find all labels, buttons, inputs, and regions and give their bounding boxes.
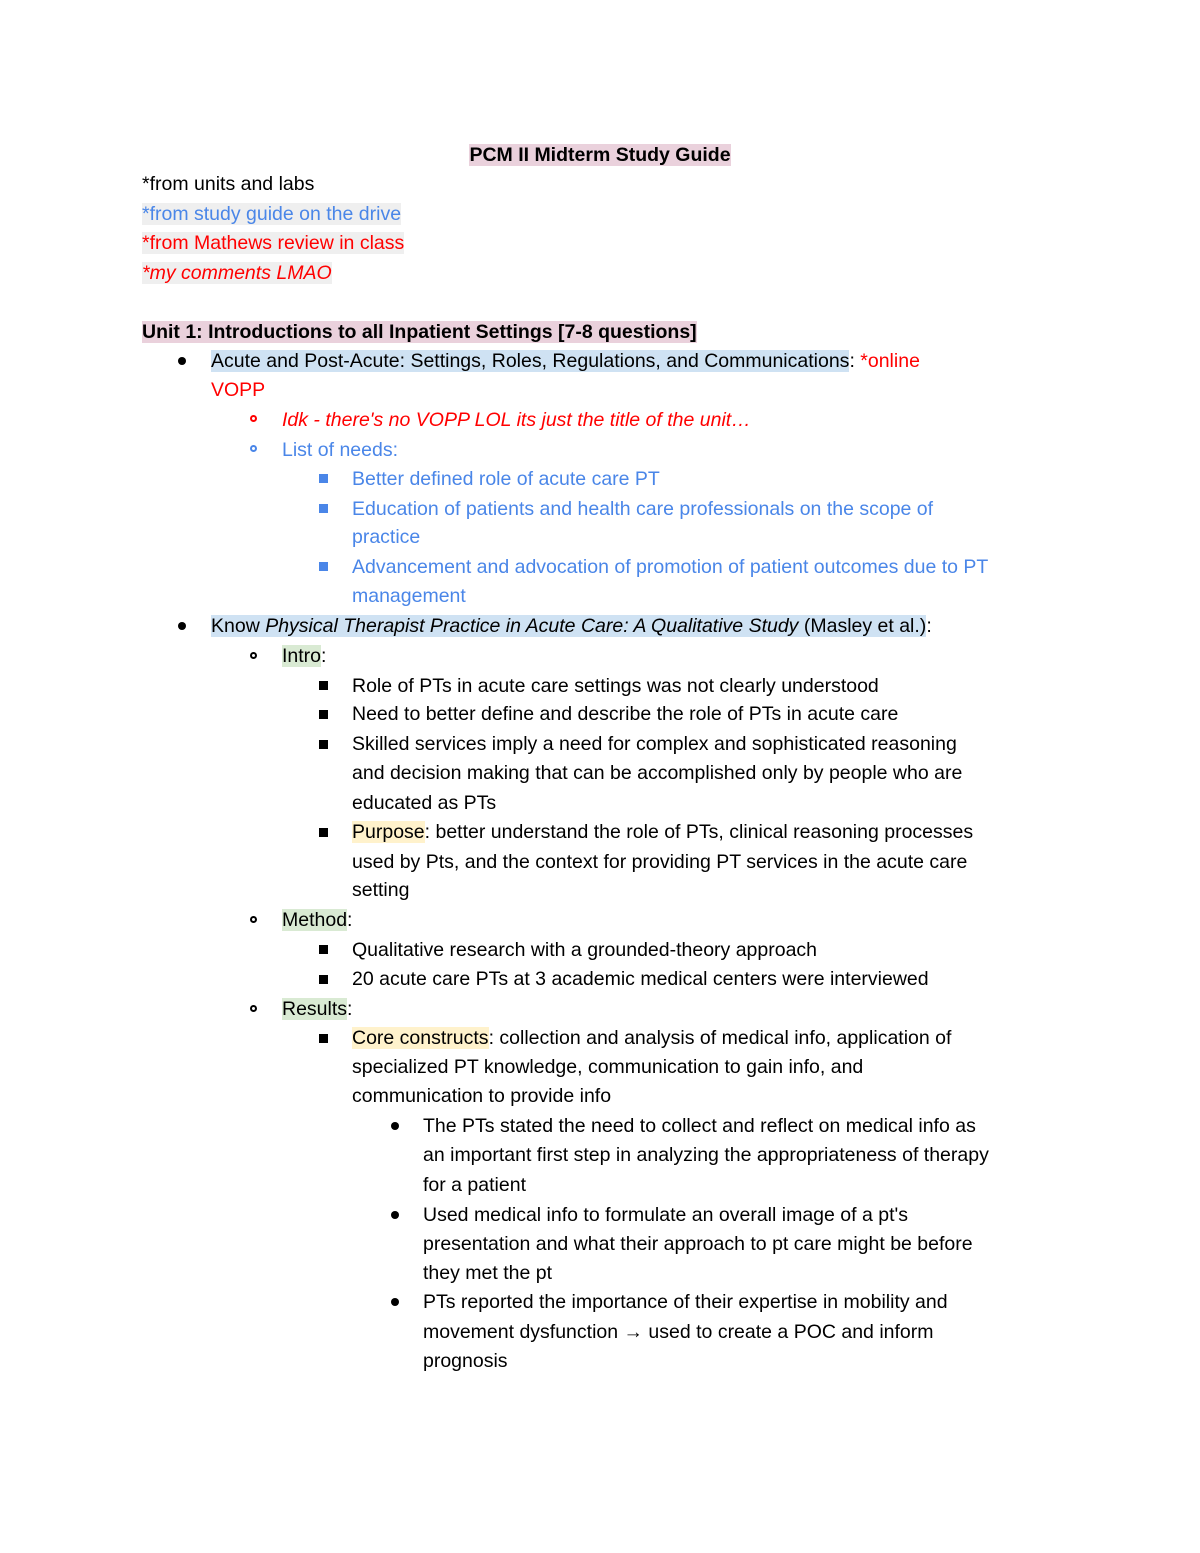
bullet-square	[319, 710, 328, 719]
study-title: Physical Therapist Practice in Acute Care: A Qualitative Study	[265, 615, 799, 637]
comment-vopp: Idk - there's no VOPP LOL its just the title of the unit…	[282, 409, 751, 431]
bullet-circle	[250, 415, 257, 422]
need-item-cont: practice	[352, 526, 421, 548]
need-item-cont: management	[352, 585, 466, 607]
result-detail-cont: they met the pt	[423, 1262, 552, 1284]
bullet-circle	[250, 1005, 257, 1012]
legend-study-guide: *from study guide on the drive	[142, 203, 402, 225]
bullet-square	[319, 1034, 328, 1043]
result-detail: Used medical info to formulate an overall image of a pt's	[423, 1204, 908, 1226]
topic-acute-post-acute-cont: VOPP	[211, 379, 266, 401]
intro-item: Need to better define and describe the role of PTs in acute care	[352, 703, 899, 725]
need-item: Advancement and advocation of promotion of patient outcomes due to PT	[352, 556, 989, 578]
bullet-circle	[250, 445, 257, 452]
intro-item-cont: and decision making that can be accomplished only by people who are	[352, 762, 963, 784]
intro-item: Role of PTs in acute care settings was not clearly understood	[352, 675, 879, 697]
result-detail-cont: prognosis	[423, 1350, 508, 1372]
bullet-square	[319, 740, 328, 749]
bullet-circle	[250, 652, 257, 659]
bullet-square	[319, 975, 328, 984]
bullet-disc	[178, 622, 186, 630]
bullet-square	[319, 474, 328, 483]
intro-item: Skilled services imply a need for complex and sophisticated reasoning	[352, 733, 957, 755]
bullet-square	[319, 681, 328, 690]
topic-acute-post-acute: Acute and Post-Acute: Settings, Roles, Regulations, and Communications: *online	[211, 350, 920, 372]
bullet-disc	[391, 1122, 399, 1130]
result-detail: The PTs stated the need to collect and reflect on medical info as	[423, 1115, 976, 1137]
needs-label: List of needs:	[282, 439, 398, 461]
results-label: Results:	[282, 998, 353, 1020]
bullet-square	[319, 562, 328, 571]
result-detail-cont: movement dysfunction → used to create a POC and inform	[423, 1321, 934, 1343]
title-row	[0, 142, 1200, 168]
bullet-circle	[250, 916, 257, 923]
purpose-item-cont: used by Pts, and the context for providing PT services in the acute care	[352, 851, 968, 873]
intro-item-cont: educated as PTs	[352, 792, 497, 814]
method-item: 20 acute care PTs at 3 academic medical centers were interviewed	[352, 968, 929, 990]
legend-mathews: *from Mathews review in class	[142, 232, 405, 254]
legend-comments: *my comments LMAO	[142, 262, 332, 284]
legend-units-labs: *from units and labs	[142, 173, 315, 195]
method-item: Qualitative research with a grounded-theory approach	[352, 939, 818, 961]
results-item-cont: communication to provide info	[352, 1085, 612, 1107]
results-item: Core constructs: collection and analysis of medical info, application of	[352, 1027, 952, 1049]
page-title: PCM II Midterm Study Guide	[469, 144, 731, 166]
result-detail-cont: presentation and what their approach to pt care might be before	[423, 1233, 973, 1255]
bullet-square	[319, 828, 328, 837]
topic-masley-study: Know Physical Therapist Practice in Acute Care: A Qualitative Study (Masley et al.):	[211, 615, 932, 637]
results-item-cont: specialized PT knowledge, communication to gain info, and	[352, 1056, 864, 1078]
unit-heading: Unit 1: Introductions to all Inpatient Settings [7-8 questions]	[142, 321, 697, 343]
bullet-disc	[391, 1298, 399, 1306]
result-detail-cont: for a patient	[423, 1174, 526, 1196]
bullet-square	[319, 504, 328, 513]
bullet-square	[319, 945, 328, 954]
purpose-label: Purpose	[352, 821, 425, 843]
purpose-item: Purpose: better understand the role of PTs, clinical reasoning processes	[352, 821, 974, 843]
result-detail-cont: an important first step in analyzing the appropriateness of therapy	[423, 1144, 989, 1166]
purpose-item-cont: setting	[352, 879, 410, 901]
intro-label: Intro:	[282, 645, 327, 667]
need-item: Better defined role of acute care PT	[352, 468, 660, 490]
method-label: Method:	[282, 909, 353, 931]
bullet-disc	[391, 1211, 399, 1219]
result-detail: PTs reported the importance of their expertise in mobility and	[423, 1291, 948, 1313]
need-item: Education of patients and health care professionals on the scope of	[352, 498, 934, 520]
core-constructs-label: Core constructs	[352, 1027, 489, 1049]
bullet-disc	[178, 357, 186, 365]
